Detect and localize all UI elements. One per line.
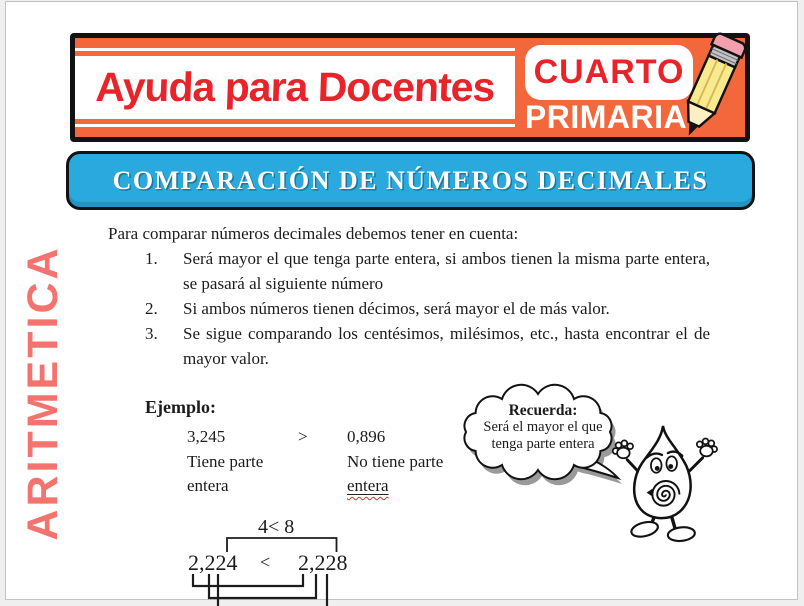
intro-line: Para comparar números decimales debemos tener en cuenta: — [108, 224, 519, 243]
comparison-diagram — [175, 506, 355, 606]
grade-line1: CUARTO — [533, 53, 685, 91]
bubble-line2: tenga parte entera — [491, 436, 595, 452]
example-right-note1: No tiene parte — [347, 452, 444, 471]
pencil-icon — [667, 30, 753, 146]
grade-panel — [515, 38, 745, 137]
speech-bubble-text — [468, 402, 618, 453]
lesson-title-banner — [66, 151, 755, 210]
example-right-note2: entera — [347, 476, 389, 495]
example-comparator: > — [298, 427, 308, 446]
lesson-title: COMPARACIÓN DE NÚMEROS DECIMALES — [112, 165, 709, 195]
rule-text: Será mayor el que tenga parte entera, si ambos tienen la misma parte entera, se pasará al siguiente número — [183, 249, 710, 293]
rule-number: 1. — [145, 249, 158, 268]
stripe-bottom-thin — [75, 119, 515, 124]
rule-text: Se sigue comparando los centésimos, milésimos, etc., hasta encontrar el de mayor valor. — [183, 324, 710, 368]
rule-number: 2. — [145, 299, 158, 318]
subject-side-label: ARITMETICA — [18, 245, 67, 541]
header-banner — [70, 33, 750, 142]
rule-text: Si ambos números tienen décimos, será mayor el de más valor. — [183, 299, 610, 318]
digit-link-brackets — [193, 574, 327, 606]
diagram-left-number: 2,224 — [188, 550, 238, 575]
example-left-value: 3,245 — [187, 427, 226, 446]
body-text — [108, 221, 710, 371]
example-left-note1: Tiene parte — [187, 452, 264, 471]
rule-item-2 — [108, 296, 710, 321]
brand-title: Ayuda para Docentes — [94, 64, 496, 110]
stripe-top-thick — [75, 38, 515, 48]
rule-item-3 — [108, 321, 710, 371]
grade-line2: PRIMARIA — [524, 99, 688, 135]
bubble-title: Recuerda: — [508, 402, 578, 419]
rule-number: 3. — [145, 324, 158, 343]
bubble-line1: Será el mayor el que — [483, 419, 603, 435]
rule-item-1 — [108, 246, 710, 296]
diagram-right-number: 2,228 — [298, 550, 348, 575]
example-label: Ejemplo: — [145, 397, 216, 417]
water-drop-character — [606, 419, 720, 543]
example-right-value: 0,896 — [347, 427, 386, 446]
diagram-comparator: < — [260, 552, 271, 572]
diagram-top-label: 4< 8 — [258, 516, 295, 538]
brand-panel — [75, 38, 515, 137]
example-left-note2: entera — [187, 476, 229, 495]
stripe-bottom-thick — [75, 127, 515, 137]
